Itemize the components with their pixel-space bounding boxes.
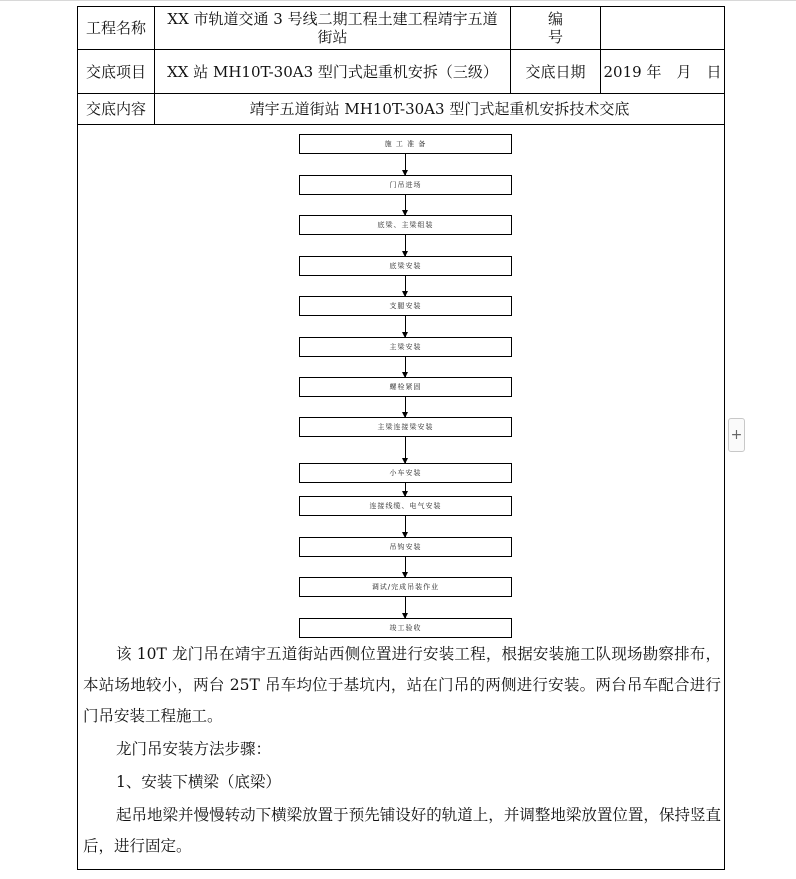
number-label: 编号 [510,7,600,49]
number-value [600,7,724,49]
flow-step-trolley: 小车安装 [299,463,512,483]
flow-step-commissioning: 调试/完成吊装作业 [299,577,512,597]
flow-step-hook: 吊钩安装 [299,537,512,557]
body-paragraph-step-1: 1、安装下横梁（底梁） [116,773,281,791]
body-paragraph-step-1-detail: 起吊地梁并慢慢转动下横梁放置于预先铺设好的轨道上，并调整地梁放置位置，保持竖直后，进行固定。 [83,806,721,855]
flow-arrow [405,316,406,337]
flow-step-assembly: 底梁、主梁组装 [299,215,512,235]
flow-arrow [405,357,406,377]
disclosure-body [83,639,721,862]
project-name-label: 工程名称 [85,19,146,37]
project-name-value: XX 市轨道交通 3 号线二期工程土建工程靖宇五道街站 [154,7,510,49]
content-label: 交底内容 [85,100,146,118]
flow-step-entry: 门吊进场 [299,175,512,195]
flow-step-base-beam: 底梁安装 [299,256,512,276]
flow-step-preparation: 施 工 准 备 [299,134,512,154]
header-row-content [78,94,724,125]
content-value: 靖宇五道街站 MH10T-30A3 型门式起重机安拆技术交底 [154,94,724,124]
flow-step-acceptance: 竣工验收 [299,618,512,638]
flow-arrow [405,195,406,215]
flow-arrow [405,235,406,256]
flow-arrow [405,154,406,175]
flow-step-legs: 支腿安装 [299,296,512,316]
header-row-project [78,7,724,50]
date-label: 交底日期 [510,50,600,93]
page-top-border [0,0,796,1]
flow-arrow [405,437,406,463]
flow-arrow [405,276,406,296]
installation-flowchart [78,125,724,635]
disclosure-document [77,6,725,870]
flow-arrow [405,557,406,577]
flow-step-connecting-beam: 主梁连接梁安装 [299,417,512,437]
flow-step-bolts: 螺栓紧固 [299,377,512,397]
date-value: 2019 年 月 日 [600,50,724,93]
body-paragraph-overview: 该 10T 龙门吊在靖宇五道街站西侧位置进行安装工程，根据安装施工队现场勘察排布，本站场地较小，两台 25T 吊车均位于基坑内，站在门吊的两侧进行安装。两台吊车配合进行门吊安装工程施工。 [83,645,721,725]
flow-step-electrical: 连接线缆、电气安装 [299,496,512,516]
item-label: 交底项目 [85,62,146,81]
plus-icon: + [730,427,743,443]
flow-arrow [405,483,406,496]
flow-step-main-beam: 主梁安装 [299,337,512,357]
body-paragraph-steps-heading: 龙门吊安装方法步骤： [116,740,272,758]
flow-arrow [405,597,406,618]
flow-arrow [405,516,406,537]
item-value: XX 站 MH10T-30A3 型门式起重机安拆（三级） [154,50,510,93]
expand-panel-button[interactable] [728,418,745,452]
header-row-item [78,50,724,94]
flow-arrow [405,397,406,417]
